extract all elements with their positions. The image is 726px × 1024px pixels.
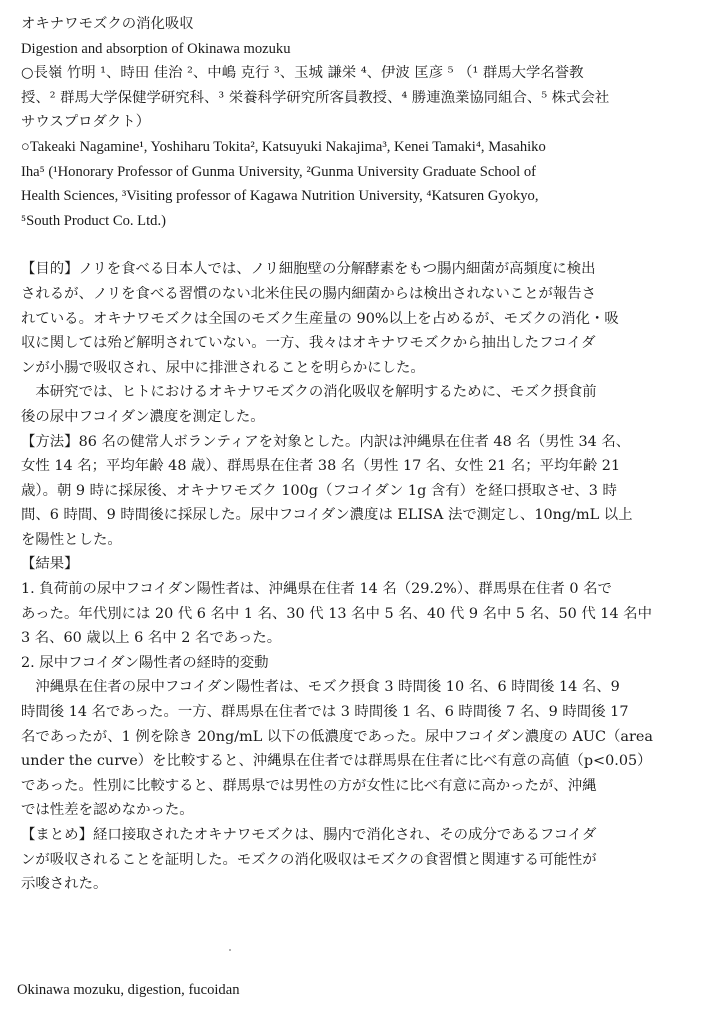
body-line: 間、6 時間、9 時間後に採尿した。尿中フコイダン濃度は ELISA 法で測定し、10ng/mL 以上	[21, 507, 633, 524]
authors-jp-line: ○長嶺 竹明 ¹、時田 佳治 ²、中嶋 克行 ³、玉城 謙栄 ⁴、伊波 匡彦 ⁵ （¹ 群馬大学名誉教	[21, 65, 584, 82]
body-line: 【まとめ】経口接取されたオキナワモズクは、腸内で消化され、その成分であるフコイダ	[21, 827, 597, 843]
body-line: 1. 負荷前の尿中フコイダン陽性者は、沖縄県在住者 14 名（29.2%）、群馬県在住者 0 名で	[21, 581, 612, 598]
body-line: 本研究では、ヒトにおけるオキナワモズクの消化吸収を解明するために、モズク摂食前	[21, 384, 597, 401]
body-line: 【結果】	[21, 556, 79, 573]
keywords: Okinawa mozuku, digestion, fucoidan	[17, 982, 240, 998]
body-line: 2. 尿中フコイダン陽性者の経時的変動	[21, 654, 269, 671]
body-line: under the curve）を比較すると、沖縄県在住者では群馬県在住者に比べ有意の高値（p<0.05）	[21, 753, 652, 770]
body-line: ンが吸収されることを証明した。モズクの消化吸収はモズクの食習慣と関連する可能性が	[21, 851, 597, 868]
body-line: 歳）。朝 9 時に採尿後、オキナワモズク 100g（フコイダン 1g 含有）を経口摂取させ、3 時	[21, 482, 617, 499]
body-line: であった。性別に比較すると、群馬県では男性の方が女性に比べ有意に高かったが、沖縄	[21, 777, 597, 794]
body-line: 収に関しては殆ど解明されていない。一方、我々はオキナワモズクから抽出したフコイダ	[21, 335, 596, 352]
title-english: Digestion and absorption of Okinawa mozuku	[21, 40, 291, 57]
authors-en-line: Iha⁵ (¹Honorary Professor of Gunma University, ²Gunma University Graduate School of	[21, 163, 537, 180]
authors-english	[21, 135, 704, 233]
body-line: されるが、ノリを食べる習慣のない北米住民の腸内細菌からは検出されないことが報告さ	[21, 285, 597, 302]
body-line: ンが小腸で吸収され、尿中に排泄されることを明らかにした。	[21, 359, 425, 376]
authors-jp-line: 授、² 群馬大学保健学研究科、³ 栄養科学研究所客員教授、⁴ 勝連漁業協同組合、⁵ 株式会社	[21, 89, 610, 106]
authors-en-line: ○Takeaki Nagamine¹, Yoshiharu Tokita², Katsuyuki Nakajima³, Kenei Tamaki⁴, Masahiko	[21, 138, 546, 155]
body-line: では性差を認めなかった。	[21, 802, 194, 819]
authors-en-line: ⁵South Product Co. Ltd.)	[21, 212, 166, 229]
body-line: 【方法】86 名の健常人ボランティアを対象とした。内訳は沖縄県在住者 48 名（男性 34 名、	[21, 433, 631, 450]
title-japanese: オキナワモズクの消化吸収	[21, 16, 194, 32]
body-line: 後の尿中フコイダン濃度を測定した。	[21, 408, 265, 425]
body-line: 沖縄県在住者の尿中フコイダン陽性者は、モズク摂食 3 時間後 10 名、6 時間後 14 名、9	[21, 679, 620, 696]
body-line: 【目的】ノリを食べる日本人では、ノリ細胞壁の分解酵素をもつ腸内細菌が高頻度に検出	[21, 261, 596, 278]
body-line: を陽性とした。	[21, 531, 122, 548]
authors-en-line: Health Sciences, ³Visiting professor of Kagawa Nutrition University, ⁴Katsuren Gyokyo,	[21, 188, 539, 205]
abstract-body	[21, 257, 704, 896]
body-line: れている。オキナワモズクは全国のモズク生産量の 90%以上を占めるが、モズクの消化・吸	[21, 310, 619, 327]
authors-jp-line: サウスプロダクト）	[21, 114, 151, 131]
body-line: あった。年代別には 20 代 6 名中 1 名、30 代 13 名中 5 名、40 代 9 名中 5 名、50 代 14 名中	[21, 605, 652, 622]
scan-speck	[229, 949, 231, 951]
body-line: 時間後 14 名であった。一方、群馬県在住者では 3 時間後 1 名、6 時間後 7 名、9 時間後 17	[21, 704, 629, 721]
section-gap	[21, 233, 704, 257]
body-line: 女性 14 名；平均年齢 48 歳）、群馬県在住者 38 名（男性 17 名、女性 21 名；平均年齢 21	[21, 458, 621, 475]
body-line: 3 名、60 歳以上 6 名中 2 名であった。	[21, 630, 282, 647]
body-line: 名であったが、1 例を除き 20ng/mL 以下の低濃度であった。尿中フコイダン濃度の AUC（area	[21, 728, 653, 745]
authors-japanese	[21, 61, 704, 135]
body-line: 示唆された。	[21, 876, 108, 893]
